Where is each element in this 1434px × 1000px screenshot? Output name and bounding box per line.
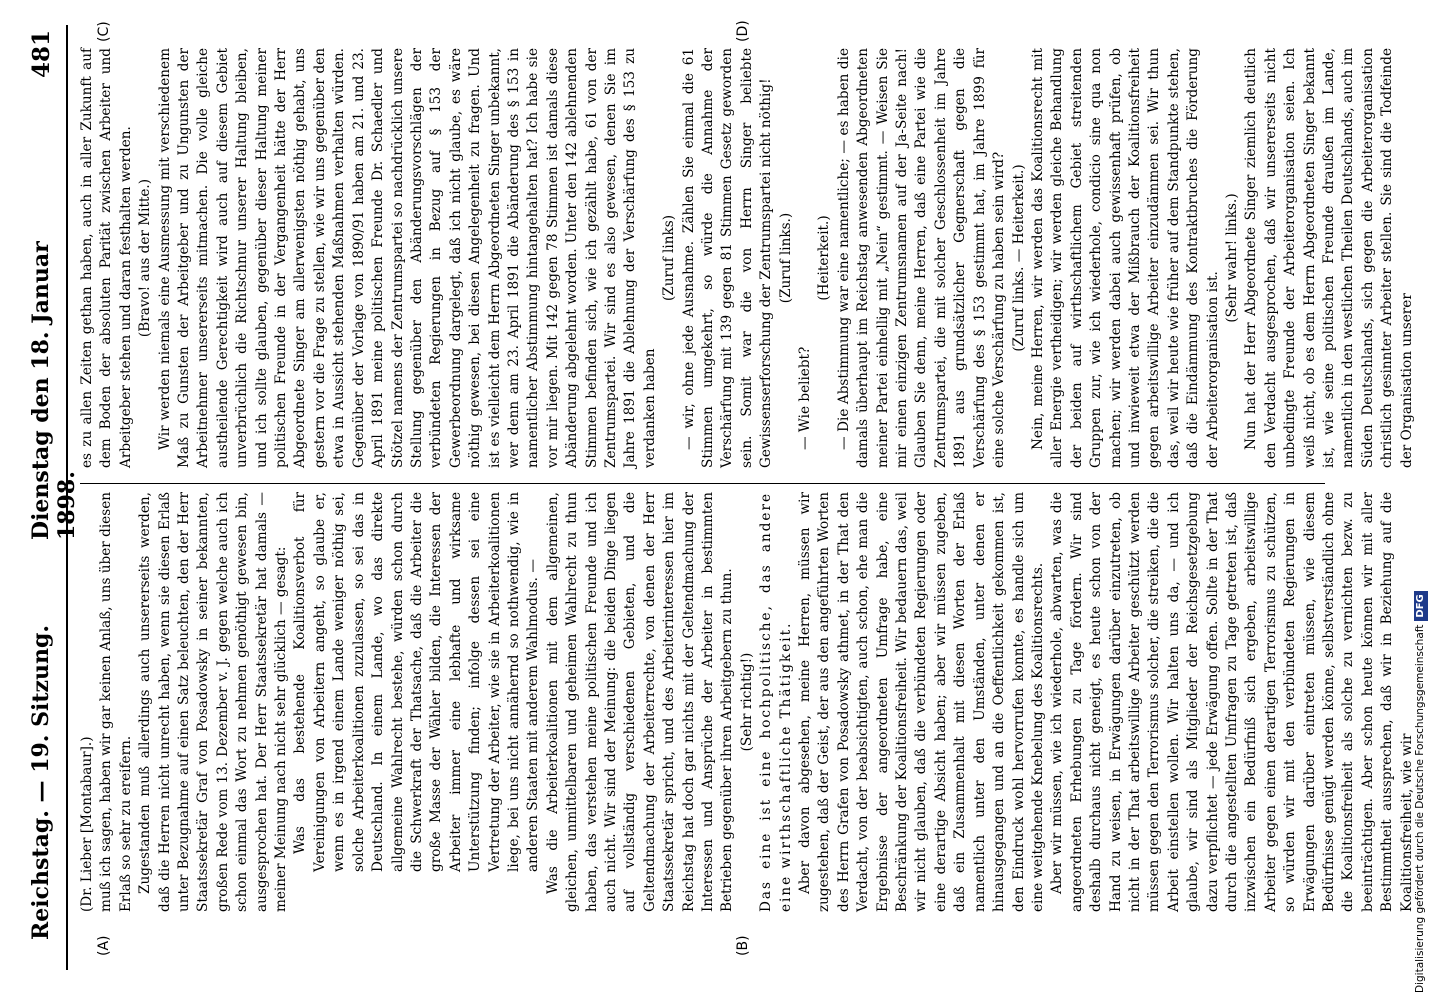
credit-text: Digitalisierung gefördert durch die Deutsche Forschungsgemeinschaft xyxy=(1414,624,1426,993)
left-text-column xyxy=(78,492,1415,912)
paragraph: Aber wir müssen, wie ich wiederhole, abwarten, was die angeordneten Erhebungen zu Tage fördern. Wir sind deshalb durchaus nicht geneigt, es heute schon von der Hand zu weisen, in Erwägungen darüber einzutreten, ob nicht in der That arbeitswillige Arbeiter geschützt werden müssen gegen den Terrorismus solcher, die streiken, die die Arbeit einstellen wollen. Wir halten uns da, — und ich glaube, wir sind als Mitglieder der Reichsgesetzgebung dazu verpflichtet — jede Erwägung offen. Sollte in der That durch die angestellten Umfragen zu Tage getreten ist, daß inzwischen ein Bedürfniß sich ergeben, arbeitswillige Arbeiter gegen einen derartigen Terrorismus zu schützen, so würden wir mit den verbündeten Regierungen in Erwägungen darüber eintreten müssen, wie diesem Bedürfnisse genügt werden könne, selbstverständlich ohne die Koalitionsfreiheit als solche zu vernichten bezw. zu beeinträchtigen. Aber schon heute können wir mit aller Bestimmtheit aussprechen, daß wir in Beziehung auf die Koalitionsfreiheit, wie wir xyxy=(1049,492,1415,912)
header-left-title: Reichstag. — 19. Sitzung. xyxy=(28,624,54,940)
interjection: (Sehr richtig!) xyxy=(738,652,755,752)
quoted-paragraph: Was das bestehende Koalitionsverbot für Vereinigungen von Arbeitern angeht, so glaube er, wenn es in irgend einem Lande weniger nöthig sei, solche Arbeiterkoalitionen zuzulassen, so sei das in Deutschland. In einem Lande, wo das direkte allgemeine Wahlrecht bestehe, würden schon durch die Schwerkraft der Thatsache, daß die Arbeiter die große Masse der Wähler bilden, die Interessen der Arbeiter immer eine lebhafte und wirksame Unterstützung finden; infolge dessen sei eine Vertretung der Arbeiter, wie sie in Arbeiterkoalitionen liege, bei uns nicht annähernd so nothwendig, wie in anderen Staaten mit anderem Wahlmodus. — xyxy=(292,492,542,872)
header-rule xyxy=(66,25,68,970)
paragraph: Was die Arbeiterkoalitionen mit dem allgemeinen, gleichen, unmittelbaren und geheimen Wahlrecht zu thun haben, das verstehen meine politischen Freunde und ich auch nicht. Wir sind der Meinung: die beiden Dinge liegen auf vollständig verschiedenen Gebieten, und die Geltendmachung der Arbeiterrechte, von denen der Herr Staatssekretär spricht, und des Arbeiterinteressen hier im Reichstag hat doch gar nichts mit der Geltendmachung der Interessen und Ansprüche der Arbeiter in bestimmten Betrieben gegenüber ihren Arbeitgebern zu thun. xyxy=(544,492,736,912)
dfg-logo: DFG xyxy=(1414,591,1428,620)
interjection: (Zuruf links.) xyxy=(777,212,794,304)
margin-letter-c: (C) xyxy=(96,21,112,42)
interjection: (Sehr wahr! links.) xyxy=(1223,193,1240,323)
paragraph: Zugestanden muß allerdings auch unsererseits werden, daß die Herren nicht unrecht haben, wenn sie diesen Erlaß unter Bezugnahme auf einen Satz beleuchten, den der Herr Staatssekretär Graf von Posadowsky in seiner bekannten, großen Rede vom 13. Dezember v. J. gegen welche auch ich schon einmal das Wort zu nehmen genöthigt gewesen bin, ausgesprochen hat. Der Herr Staatssekretär hat damals — meiner Meinung nach nicht sehr glücklich — gesagt: xyxy=(137,492,290,912)
paragraph: Nun hat der Herr Abgeordnete Singer ziemlich deutlich den Verdacht ausgesprochen, daß wir unsererseits nicht unbedingte Freunde der Arbeiterorganisation seien. Ich weiß nicht, ob es dem Herrn Abgeordneten Singer bekannt ist, wie seine politischen Freunde draußen im Lande, namentlich in den westlichen Theilen Deutschlands, auch im Süden Deutschlands, sich gegen die Arbeiterorganisation christlich gesinnter Arbeiter stellen. Sie sind die Todfeinde der Organisation unserer xyxy=(1243,48,1415,468)
margin-letter-d: (D) xyxy=(735,20,751,42)
paragraph: Aber davon abgesehen, meine Herren, müssen wir zugestehen, daß der Geist, der aus den angeführten Worten des Herrn Grafen von Posadowsky athmet, in der That den Verdacht, von der beabsichtigten, auch schon, ehe man die Ergebnisse der angeordneten Umfrage habe, eine Beschränkung der Koalitionsfreiheit. Wir bedauern das, weil wir nicht glauben, daß die verbündeten Regierungen oder eine derartige Absicht haben; aber wir müssen zugeben, daß ein Zusammenhalt mit diesen Worten der Erlaß namentlich unter den Umständen, unter denen er hinausgegangen und an die Oeffentlichkeit gekommen ist, den Eindruck wohl hervorrufen konnte, es handle sich um eine weitgehende Knebelung des Koalitionsrechts. xyxy=(797,492,1046,912)
interjection: (Zuruf links. — Heiterkeit.) xyxy=(1010,164,1027,352)
speaker-tag: (Dr. Lieber [Montabaur].) xyxy=(79,736,95,912)
margin-letter-b: (B) xyxy=(735,935,751,956)
digitization-credit xyxy=(1411,8,1429,993)
margin-letter-a: (A) xyxy=(96,935,112,956)
paragraph: — Wie beliebt? xyxy=(797,346,814,450)
digitization-credit-text xyxy=(1411,8,1429,993)
page-number: 481 xyxy=(28,30,55,79)
paragraph: Nein, meine Herren, wir werden das Koalitionsrecht mit aller Energie vertheidigen; wir werden gleiche Behandlung der beiden auf wirthschaftlichem Gebiet streitenden Gruppen zur, wie ich wiederhole, condicio sine qua non machen; wir werden dabei auch gewissenhaft prüfen, ob und inwieweit etwa der Mißbrauch der Koalitionsfreiheit gegen arbeitswillige Arbeiter einzudämmen sei. Wir thun das, weil wir heute wie früher auf dem Standpunkte stehen, daß die Eindämmung des Kontraktbruches die Förderung der Arbeiterorganisation ist. xyxy=(1029,48,1221,468)
paragraph: Wir werden niemals eine Ausmessung mit verschiedenem Maß zu Gunsten der Arbeitgeber und zu Ungunsten der Arbeitnehmer unsererseits mitmachen. Die volle gleiche austheilende Gerechtigkeit wird auch auf diesem Gebiet unverbrüchlich die Richtschnur unserer Haltung bleiben, und ich sollte glauben, gegenüber dieser Haltung meiner politischen Freunde in der Vergangenheit hätte der Herr Abgeordnete Singer am allerwenigsten nöthig gehabt, uns gestern vor die Frage zu stellen, wie wir uns gegenüber den etwa in Aussicht stehenden Maßnahmen verhalten würden. Gegenüber der Vorlage von 1890/91 haben am 21. und 23. April 1891 meine politischen Freunde Dr. Schaedler und Stötzel namens der Zentrumspartei so nachdrücklich unsere Stellung gegenüber den Abänderungsvorschlägen der verbündeten Regierungen in Bezug auf § 153 der Gewerbeordnung dargelegt, daß ich nicht glaube, es wäre nöthig gewesen, bei diesen Angelegenheit zu fragen. Und ist es vielleicht dem Herrn Abgeordneten Singer unbekannt, wer denn am 23. April 1891 die Abänderung des § 153 in namentlicher Abstimmung hintangehalten hat? Ich habe sie vor mir liegen. Mit 142 gegen 78 Stimmen ist damals diese Abänderung abgelehnt worden. Unter den 142 ablehnenden Stimmen befinden sich, wie ich gezählt habe, 61 von der Zentrumspartei. Wir sind es also gewesen, denen Sie im Jahre 1891 die Ablehnung der Verschärfung des § 153 zu verdanken haben xyxy=(156,48,658,468)
paragraph: es zu allen Zeiten gethan haben, auch in aller Zukunft auf dem Boden der absoluten Parität zwischen Arbeiter und Arbeitgeber stehen und daran festhalten werden. xyxy=(79,48,134,468)
paragraph: muß ich sagen, haben wir gar keinen Anlaß, uns über diesen Erlaß so sehr zu ereifern. xyxy=(98,492,134,912)
right-text-column xyxy=(78,48,1415,468)
paragraph: Das eine ist eine hochpolitische, das andere eine wirthschaftliche Thätigkeit. xyxy=(758,492,794,912)
header-date: Dienstag den 18. Januar 1898. xyxy=(28,241,80,540)
interjection: (Bravo! aus der Mitte.) xyxy=(137,178,154,338)
paragraph: — wir, ohne jede Ausnahme. Zählen Sie einmal die 61 Stimmen umgekehrt, so würde die Annahme der Verschärfung mit 139 gegen 81 Stimmen Gesetz geworden sein. Somit war die von Herrn Singer beliebte Gewissenserforschung der Zentrumspartei nicht nöthig! xyxy=(680,48,775,468)
interjection: (Zuruf links) xyxy=(661,214,678,302)
paragraph: — Die Abstimmung war eine namentliche; — es haben die damals überhaupt im Reichstag anwesenden Abgeordneten meiner Partei einhellig mit „Nein“ gestimmt. — Weisen Sie mir einen einzigen Zentrumsnamen auf der Ja-Seite nach! Glauben Sie denn, meine Herren, daß eine Partei wie die Zentrumspartei, die mit solcher Geschlossenheit im Jahre 1891 aus grundsätzlicher Gegnerschaft gegen die Verschärfung des § 153 gestimmt hat, im Jahre 1899 für eine solche Verschärfung zu haben sein wird? xyxy=(835,48,1008,468)
column-divider xyxy=(80,483,1325,484)
interjection: (Heiterkeit.) xyxy=(816,215,833,301)
